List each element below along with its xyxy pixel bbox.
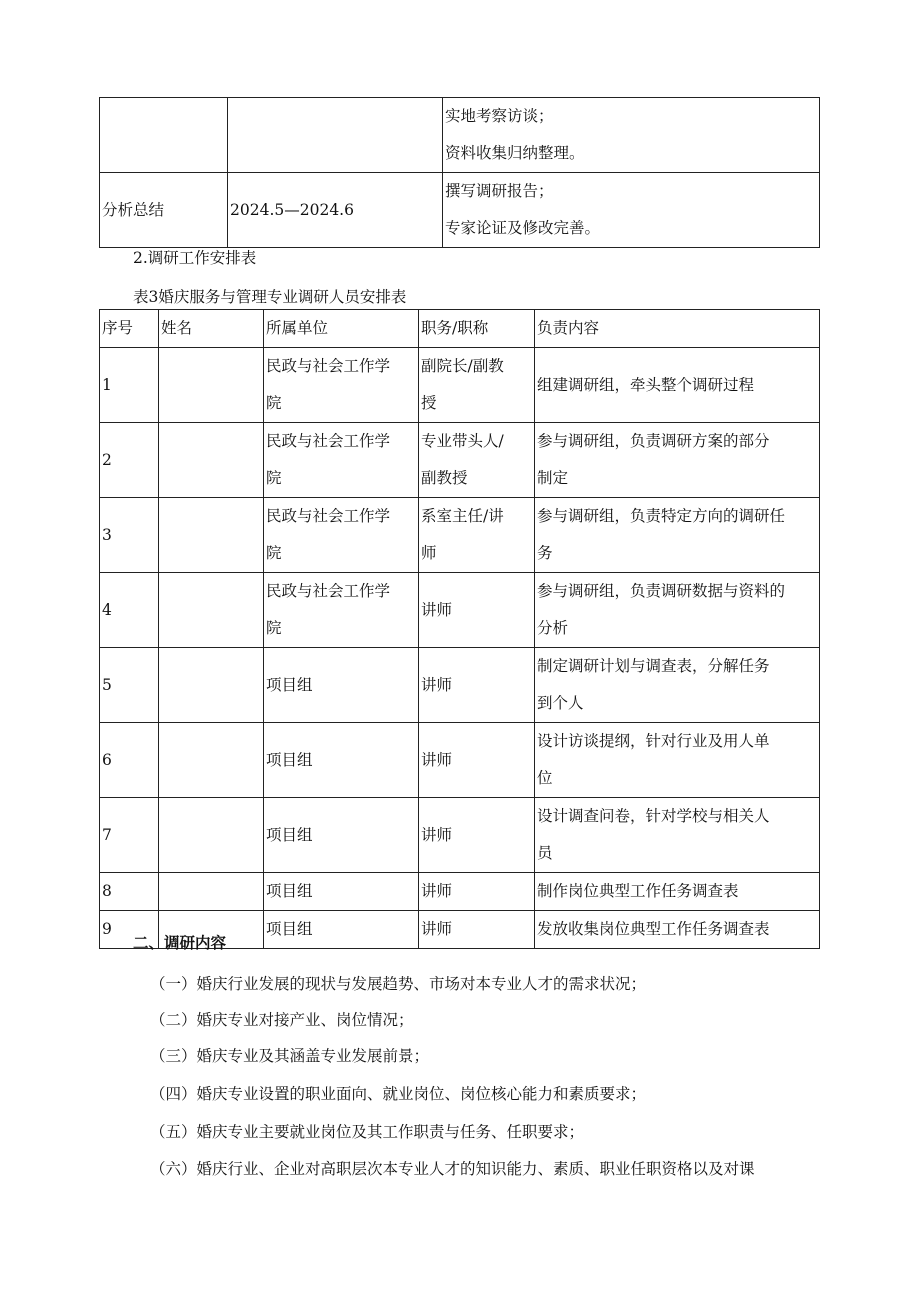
unit-cell <box>264 498 419 573</box>
duty-cell-line: 制定 <box>537 469 569 487</box>
no-cell: 8 <box>100 873 159 911</box>
duty-cell-line: 位 <box>537 769 553 787</box>
content-item: （六）婚庆行业、企业对高职层次本专业人才的知识能力、素质、职业任职资格以及对课 <box>150 1160 755 1178</box>
title-cell <box>419 498 535 573</box>
task-line: 专家论证及修改完善。 <box>445 219 601 237</box>
title-cell <box>419 873 535 911</box>
name-cell <box>159 648 264 723</box>
phase-cell: 分析总结 <box>100 173 228 248</box>
period-cell: 2024.5—2024.6 <box>228 173 443 248</box>
period-cell <box>228 98 443 173</box>
duty-cell-line: 制作岗位典型工作任务调查表 <box>537 882 739 900</box>
phase-cell <box>100 98 228 173</box>
title-cell <box>419 348 535 423</box>
unit-cell-line: 项目组 <box>266 920 313 938</box>
header-duty: 负责内容 <box>535 310 820 348</box>
table-row <box>100 98 820 173</box>
no-cell: 5 <box>100 648 159 723</box>
name-cell <box>159 573 264 648</box>
title-cell-line: 系室主任/讲 <box>421 507 504 525</box>
title-cell-line: 副院长/副教 <box>421 357 504 375</box>
no-cell: 1 <box>100 348 159 423</box>
duty-cell-line: 发放收集岗位典型工作任务调查表 <box>537 920 770 938</box>
unit-cell-line: 民政与社会工作学 <box>266 357 391 375</box>
title-cell <box>419 573 535 648</box>
name-cell <box>159 873 264 911</box>
table-row <box>100 873 820 911</box>
unit-cell <box>264 798 419 873</box>
table-row <box>100 423 820 498</box>
duty-cell-line: 设计调查问卷，针对学校与相关人 <box>537 807 770 825</box>
no-cell: 4 <box>100 573 159 648</box>
duty-cell-line: 员 <box>537 844 553 862</box>
no-cell: 9 <box>100 911 159 949</box>
title-cell <box>419 648 535 723</box>
title-cell-line: 师 <box>421 544 437 562</box>
duty-cell <box>535 911 820 949</box>
unit-cell-line: 院 <box>266 394 282 412</box>
table-row <box>100 723 820 798</box>
table-row <box>100 498 820 573</box>
title-cell-line: 讲师 <box>421 882 453 900</box>
name-cell <box>159 723 264 798</box>
table-header-row <box>100 310 820 348</box>
duty-cell-line: 组建调研组，牵头整个调研过程 <box>537 375 755 394</box>
unit-cell-line: 民政与社会工作学 <box>266 582 391 600</box>
duty-cell-line: 制定调研计划与调查表，分解任务 <box>537 657 770 675</box>
title-cell-line: 副教授 <box>421 469 468 487</box>
name-cell <box>159 498 264 573</box>
table-caption: 表3婚庆服务与管理专业调研人员安排表 <box>133 288 407 306</box>
title-cell <box>419 798 535 873</box>
title-cell <box>419 911 535 949</box>
content-item: （三）婚庆专业及其涵盖专业发展前景； <box>150 1047 430 1065</box>
duty-cell <box>535 423 820 498</box>
header-title: 职务/职称 <box>419 310 535 348</box>
duty-cell-line: 参与调研组，负责调研数据与资料的 <box>537 582 786 600</box>
unit-cell <box>264 348 419 423</box>
title-cell <box>419 723 535 798</box>
unit-cell-line: 项目组 <box>266 675 313 694</box>
task-line: 实地考察访谈； <box>445 107 554 125</box>
content-item: （五）婚庆专业主要就业岗位及其工作职责与任务、任职要求； <box>150 1123 585 1141</box>
title-cell-line: 专业带头人/ <box>421 432 504 450</box>
title-cell-line: 讲师 <box>421 750 453 769</box>
table-row <box>100 648 820 723</box>
unit-cell-line: 院 <box>266 469 282 487</box>
content-item: （二）婚庆专业对接产业、岗位情况； <box>150 1011 414 1029</box>
no-cell: 3 <box>100 498 159 573</box>
duty-cell <box>535 573 820 648</box>
duty-cell <box>535 498 820 573</box>
header-unit: 所属单位 <box>264 310 419 348</box>
duty-cell-line: 参与调研组，负责调研方案的部分 <box>537 432 770 450</box>
title-cell-line: 讲师 <box>421 675 453 694</box>
unit-cell <box>264 873 419 911</box>
unit-cell <box>264 648 419 723</box>
tasks-cell <box>443 173 820 248</box>
header-name: 姓名 <box>159 310 264 348</box>
schedule-table <box>99 97 820 248</box>
title-cell <box>419 423 535 498</box>
header-no: 序号 <box>100 310 159 348</box>
unit-cell <box>264 573 419 648</box>
duty-cell <box>535 648 820 723</box>
unit-cell <box>264 723 419 798</box>
unit-cell <box>264 423 419 498</box>
unit-cell-line: 院 <box>266 619 282 637</box>
duty-cell-line: 分析 <box>537 619 569 637</box>
table-row <box>100 348 820 423</box>
duty-cell <box>535 723 820 798</box>
task-line: 撰写调研报告； <box>445 182 554 200</box>
name-cell <box>159 348 264 423</box>
content-item: （一）婚庆行业发展的现状与发展趋势、市场对本专业人才的需求状况； <box>150 975 647 993</box>
section-heading: 2.调研工作安排表 <box>133 249 257 267</box>
table-row <box>100 798 820 873</box>
no-cell: 7 <box>100 798 159 873</box>
content-item: （四）婚庆专业设置的职业面向、就业岗位、岗位核心能力和素质要求； <box>150 1085 647 1103</box>
duty-cell <box>535 348 820 423</box>
unit-cell-line: 民政与社会工作学 <box>266 507 391 525</box>
staff-table <box>99 309 820 949</box>
duty-cell-line: 设计访谈提纲，针对行业及用人单 <box>537 732 770 750</box>
table-row <box>100 173 820 248</box>
duty-cell <box>535 798 820 873</box>
duty-cell-line: 参与调研组，负责特定方向的调研任 <box>537 507 786 525</box>
name-cell <box>159 798 264 873</box>
no-cell: 2 <box>100 423 159 498</box>
unit-cell-line: 项目组 <box>266 882 313 900</box>
task-line: 资料收集归纳整理。 <box>445 144 585 162</box>
unit-cell-line: 项目组 <box>266 825 313 844</box>
unit-cell-line: 项目组 <box>266 750 313 769</box>
duty-cell-line: 务 <box>537 544 553 562</box>
unit-cell-line: 院 <box>266 544 282 562</box>
part-heading <box>133 929 226 957</box>
table-row <box>100 573 820 648</box>
unit-cell-line: 民政与社会工作学 <box>266 432 391 450</box>
part-heading-text: 二、调研内容 <box>133 933 227 952</box>
unit-cell <box>264 911 419 949</box>
tasks-cell <box>443 98 820 173</box>
duty-cell-line: 到个人 <box>537 694 584 712</box>
no-cell: 6 <box>100 723 159 798</box>
title-cell-line: 授 <box>421 394 437 412</box>
name-cell <box>159 423 264 498</box>
title-cell-line: 讲师 <box>421 825 453 844</box>
duty-cell <box>535 873 820 911</box>
title-cell-line: 讲师 <box>421 920 453 938</box>
title-cell-line: 讲师 <box>421 600 453 619</box>
